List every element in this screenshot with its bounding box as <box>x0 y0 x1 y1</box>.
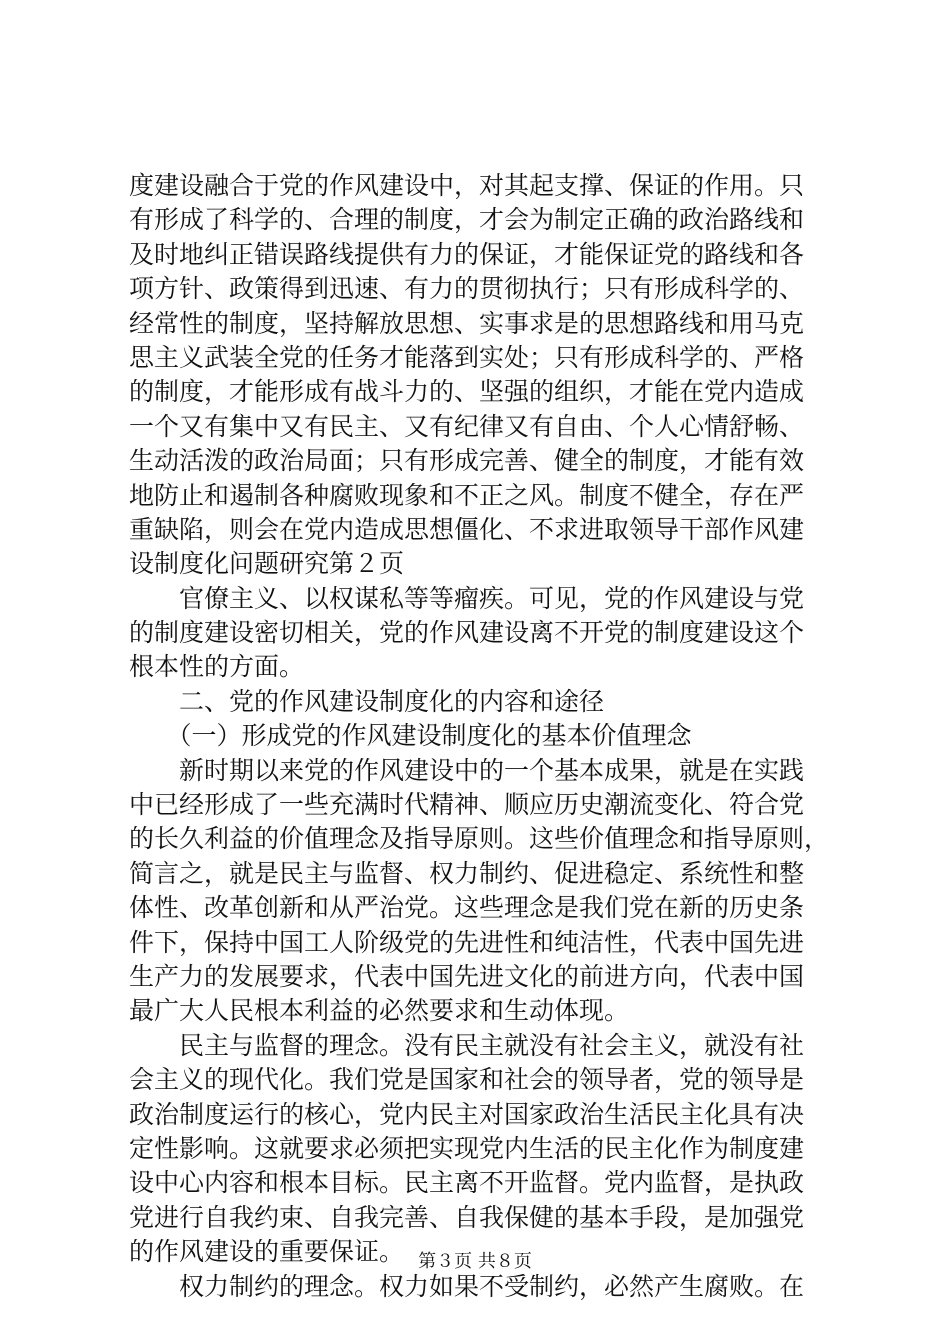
text-line: 的作风建设的重要保证。 <box>129 1237 405 1267</box>
document-body <box>129 169 832 1304</box>
subsection-heading: （一）形成党的作风建设制度化的基本价值理念 <box>129 721 692 751</box>
page-number-footer: 第３页 共８页 <box>418 1251 532 1272</box>
text-line: 件下，保持中国工人阶级党的先进性和纯洁性，代表中国先进 <box>129 927 805 957</box>
text-line: 思主义武装全党的任务才能落到实处；只有形成科学的、严格 <box>129 342 805 372</box>
text-line: 的长久利益的价值理念及指导原则。这些价值理念和指导原则， <box>129 824 830 854</box>
text-line: 一个又有集中又有民主、又有纪律又有自由、个人心情舒畅、 <box>129 411 805 441</box>
text-line: 生动活泼的政治局面；只有形成完善、健全的制度，才能有效 <box>129 446 805 476</box>
text-line: 简言之，就是民主与监督、权力制约、促进稳定、系统性和整 <box>129 858 805 888</box>
text-line: 定性影响。这就要求必须把实现党内生活的民主化作为制度建 <box>129 1133 805 1163</box>
section-heading: 二、党的作风建设制度化的内容和途径 <box>129 686 605 716</box>
text-line: 设制度化问题研究第２页 <box>129 549 405 579</box>
text-line: 及时地纠正错误路线提供有力的保证，才能保证党的路线和各 <box>129 239 805 269</box>
text-line: 经常性的制度，坚持解放思想、实事求是的思想路线和用马克 <box>129 308 805 338</box>
text-line: 地防止和遏制各种腐败现象和不正之风。制度不健全，存在严 <box>129 480 805 510</box>
text-line: 体性、改革创新和从严治党。这些理念是我们党在新的历史条 <box>129 893 805 923</box>
text-line: 党进行自我约束、自我完善、自我保健的基本手段，是加强党 <box>129 1202 805 1232</box>
text-line: 重缺陷，则会在党内造成思想僵化、不求进取领导干部作风建 <box>129 514 805 544</box>
text-line: 新时期以来党的作风建设中的一个基本成果，就是在实践 <box>129 755 805 785</box>
text-line: 根本性的方面。 <box>129 652 305 682</box>
text-line: 政治制度运行的核心，党内民主对国家政治生活民主化具有决 <box>129 1099 805 1129</box>
text-line: 中已经形成了一些充满时代精神、顺应历史潮流变化、符合党 <box>129 790 805 820</box>
text-line: 项方针、政策得到迅速、有力的贯彻执行；只有形成科学的、 <box>129 274 805 304</box>
text-line: 有形成了科学的、合理的制度，才会为制定正确的政治路线和 <box>129 205 805 235</box>
text-line: 的制度，才能形成有战斗力的、坚强的组织，才能在党内造成 <box>129 377 805 407</box>
text-line: 度建设融合于党的作风建设中，对其起支撑、保证的作用。只 <box>129 171 805 200</box>
text-line: 生产力的发展要求，代表中国先进文化的前进方向，代表中国 <box>129 961 805 991</box>
text-line: 官僚主义、以权谋私等等瘤疾。可见，党的作风建设与党 <box>129 583 805 613</box>
text-line: 最广大人民根本利益的必然要求和生动体现。 <box>129 996 630 1026</box>
text-line: 的制度建设密切相关，党的作风建设离不开党的制度建设这个 <box>129 618 805 648</box>
text-line: 民主与监督的理念。没有民主就没有社会主义，就没有社 <box>129 1030 805 1060</box>
text-line: 权力制约的理念。权力如果不受制约，必然产生腐败。在 <box>129 1271 805 1301</box>
text-line: 会主义的现代化。我们党是国家和社会的领导者，党的领导是 <box>129 1065 805 1095</box>
text-line: 设中心内容和根本目标。民主离不开监督。党内监督，是执政 <box>129 1168 805 1198</box>
